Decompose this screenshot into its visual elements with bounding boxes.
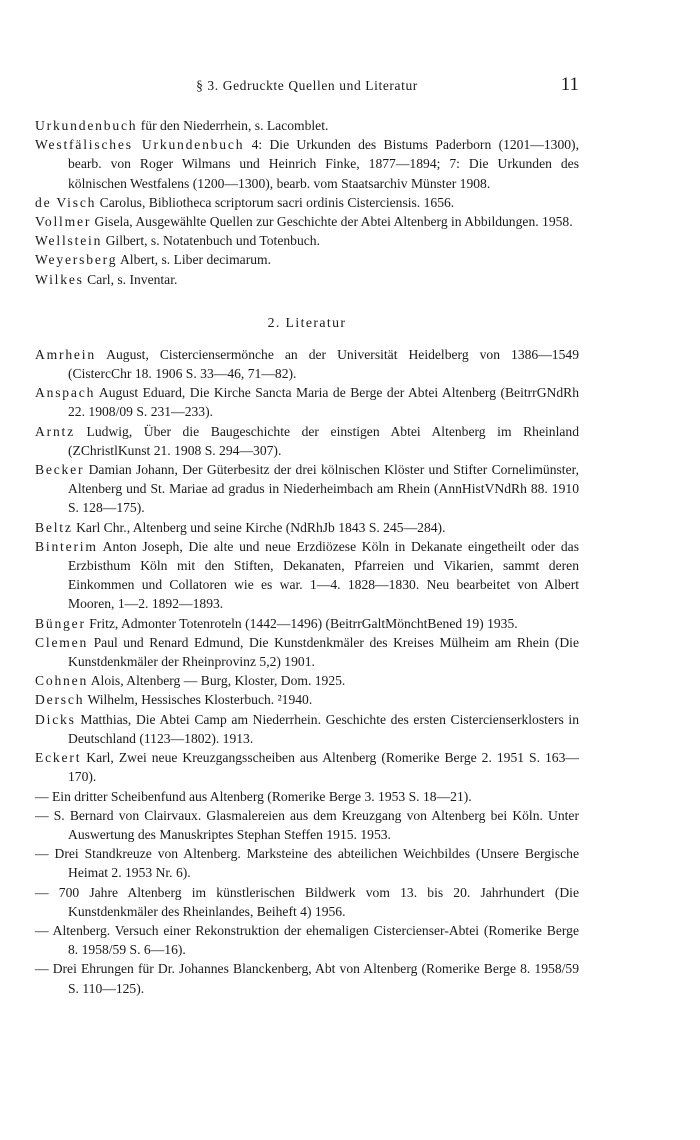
bibliography-entry [35, 787, 579, 806]
entry-text: Karl, Zwei neue Kreuzgangsscheiben aus Altenberg (Romerike Berge 2. 1951 S. 163—170). [68, 750, 579, 785]
entry-author: Westfälisches Urkundenbuch [35, 137, 245, 153]
bibliography-entry [35, 537, 579, 614]
bibliography-entry [35, 460, 579, 518]
entry-author: — [35, 846, 49, 862]
entry-text: 4: Die Urkunden des Bistums Paderborn (1201—1300), bearb. von Roger Wilmans und Heinrich Finke, 1877—1894; 7: Die Urkunden des kölnischen Westfalens (1200—1300), bearb. vom Staatsarchiv Münster 1908. [68, 137, 579, 191]
bibliography-entry [35, 748, 579, 786]
bibliography-entry [35, 193, 579, 212]
entry-author: — [35, 807, 49, 823]
entry-author: Anspach [35, 385, 96, 401]
bibliography-entry [35, 345, 579, 383]
entry-author: Beltz [35, 519, 73, 535]
entry-author: Bünger [35, 615, 86, 631]
literature-list [35, 345, 579, 998]
entry-text: Anton Joseph, Die alte und neue Erzdiözese Köln in Dekanate eingetheilt oder das Erzbisthum Köln mit den Stiften, Dekanaten, Pfarreien und Vikarien, sammt deren Einkommen und Collatoren wie es war. 1—4. 1828—1830. Neu bearbeitet von Albert Mooren, 1—2. 1892—1893. [68, 538, 579, 612]
entry-text: Albert, s. Liber decimarum. [117, 252, 271, 268]
entry-text: Karl Chr., Altenberg und seine Kirche (NdRhJb 1843 S. 245—284). [72, 519, 446, 535]
entry-author: Binterim [35, 538, 98, 554]
bibliography-entry [35, 844, 579, 882]
entry-author: — [35, 884, 49, 900]
bibliography-entry [35, 135, 579, 193]
entry-text: Wilhelm, Hessisches Klosterbuch. ²1940. [84, 692, 313, 708]
entry-text: 700 Jahre Altenberg im künstlerischen Bildwerk vom 13. bis 20. Jahrhundert (Die Kunstdenkmäler des Rheinlandes, Beiheft 4) 1956. [48, 884, 579, 919]
book-page [35, 72, 579, 998]
bibliography-entry [35, 614, 579, 633]
entry-author: — [35, 961, 49, 977]
entry-text: für den Niederrhein, s. Lacomblet. [137, 118, 329, 133]
bibliography-entry [35, 959, 579, 997]
entry-text: Ein dritter Scheibenfund aus Altenberg (Romerike Berge 3. 1953 S. 18—21). [48, 788, 472, 804]
entry-author: Cohnen [35, 673, 89, 689]
literature-heading: 2. Literatur [267, 314, 347, 330]
entry-text: Alois, Altenberg — Burg, Kloster, Dom. 1925. [88, 673, 346, 689]
sources-list [35, 116, 579, 289]
entry-author: Vollmer [35, 214, 92, 230]
bibliography-entry [35, 671, 579, 690]
page-number: 11 [560, 74, 579, 95]
bibliography-entry [35, 116, 579, 135]
entry-author: Dersch [35, 692, 85, 708]
entry-author: — [35, 922, 49, 938]
entry-text: S. Bernard von Clairvaux. Glasmalereien aus dem Kreuzgang von Altenberg bei Köln. Unter Auswertung des Manuskriptes Stephan Steffen 1915. 1953. [48, 807, 579, 842]
bibliography-entry [35, 633, 579, 671]
bibliography-entry [35, 383, 579, 421]
entry-text: August Eduard, Die Kirche Sancta Maria de Berge der Abtei Altenberg (BeitrrGNdRh 22. 1908/09 S. 231—233). [68, 385, 579, 420]
bibliography-entry [35, 710, 579, 748]
entry-author: Wellstein [35, 233, 103, 249]
entry-text: Drei Standkreuze von Altenberg. Marksteine des abteilichen Weichbildes (Unsere Bergische Heimat 2. 1953 Nr. 6). [48, 846, 579, 881]
bibliography-entry [35, 231, 579, 250]
entry-author: — [35, 788, 49, 804]
bibliography-entry [35, 883, 579, 921]
entry-author: de Visch [35, 194, 97, 210]
entry-text: Altenberg. Versuch einer Rekonstruktion der ehemaligen Cistercienser-Abtei (Romerike Berge 8. 1958/59 S. 6—16). [48, 922, 579, 958]
running-head-title: § 3. Gedruckte Quellen und Literatur [196, 78, 418, 93]
entry-text: Fritz, Admonter Totenroteln (1442—1496) (BeitrrGaltMönchtBened 19) 1935. [85, 615, 518, 631]
bibliography-entry [35, 250, 579, 269]
bibliography-entry [35, 921, 579, 959]
bibliography-entry [35, 806, 579, 844]
bibliography-entry [35, 212, 579, 231]
entry-text: Carl, s. Inventar. [83, 271, 178, 287]
bibliography-entry [35, 518, 579, 537]
entry-text: Gilbert, s. Notatenbuch und Totenbuch. [102, 233, 320, 249]
entry-author: Eckert [35, 750, 82, 766]
entry-text: Carolus, Bibliotheca scriptorum sacri ordinis Cisterciensis. 1656. [96, 194, 455, 210]
entry-author: Becker [35, 462, 85, 478]
entry-author: Urkundenbuch [35, 118, 138, 133]
running-head [35, 72, 579, 100]
bibliography-entry [35, 690, 579, 709]
entry-author: Clemen [35, 634, 89, 650]
entry-text: August, Cisterciensermönche an der Universität Heidelberg von 1386—1549 (CistercChr 18. 1906 S. 33—46, 71—82). [68, 346, 579, 382]
bibliography-entry [35, 270, 579, 289]
entry-text: Matthias, Die Abtei Camp am Niederrhein. Geschichte des ersten Cistercienserklosters in Deutschland (1123—1802). 1913. [68, 711, 579, 746]
entry-text: Damian Johann, Der Güterbesitz der drei kölnischen Klöster und Stifter Cornelimünster, Altenberg und St. Mariae ad gradus in Niederheimbach am Rhein (AnnHistVNdRh 88. 1910 S. 128—175). [68, 462, 579, 516]
bibliography-entry [35, 422, 579, 460]
entry-author: Dicks [35, 711, 76, 727]
entry-author: Wilkes [35, 271, 84, 287]
entry-author: Amrhein [35, 346, 96, 362]
entry-author: Weyersberg [35, 252, 118, 268]
entry-author: Arntz [35, 423, 75, 439]
entry-text: Gisela, Ausgewählte Quellen zur Geschichte der Abtei Altenberg in Abbildungen. 1958. [91, 214, 573, 230]
entry-text: Paul und Renard Edmund, Die Kunstdenkmäler des Kreises Mülheim am Rhein (Die Kunstdenkmäler der Rheinprovinz 5,2) 1901. [68, 634, 579, 670]
entry-text: Ludwig, Über die Baugeschichte der einstigen Abtei Altenberg im Rheinland (ZChristlKunst 21. 1908 S. 294—307). [68, 423, 579, 458]
entry-text: Drei Ehrungen für Dr. Johannes Blanckenberg, Abt von Altenberg (Romerike Berge 8. 1958/59 S. 110—125). [48, 961, 579, 996]
